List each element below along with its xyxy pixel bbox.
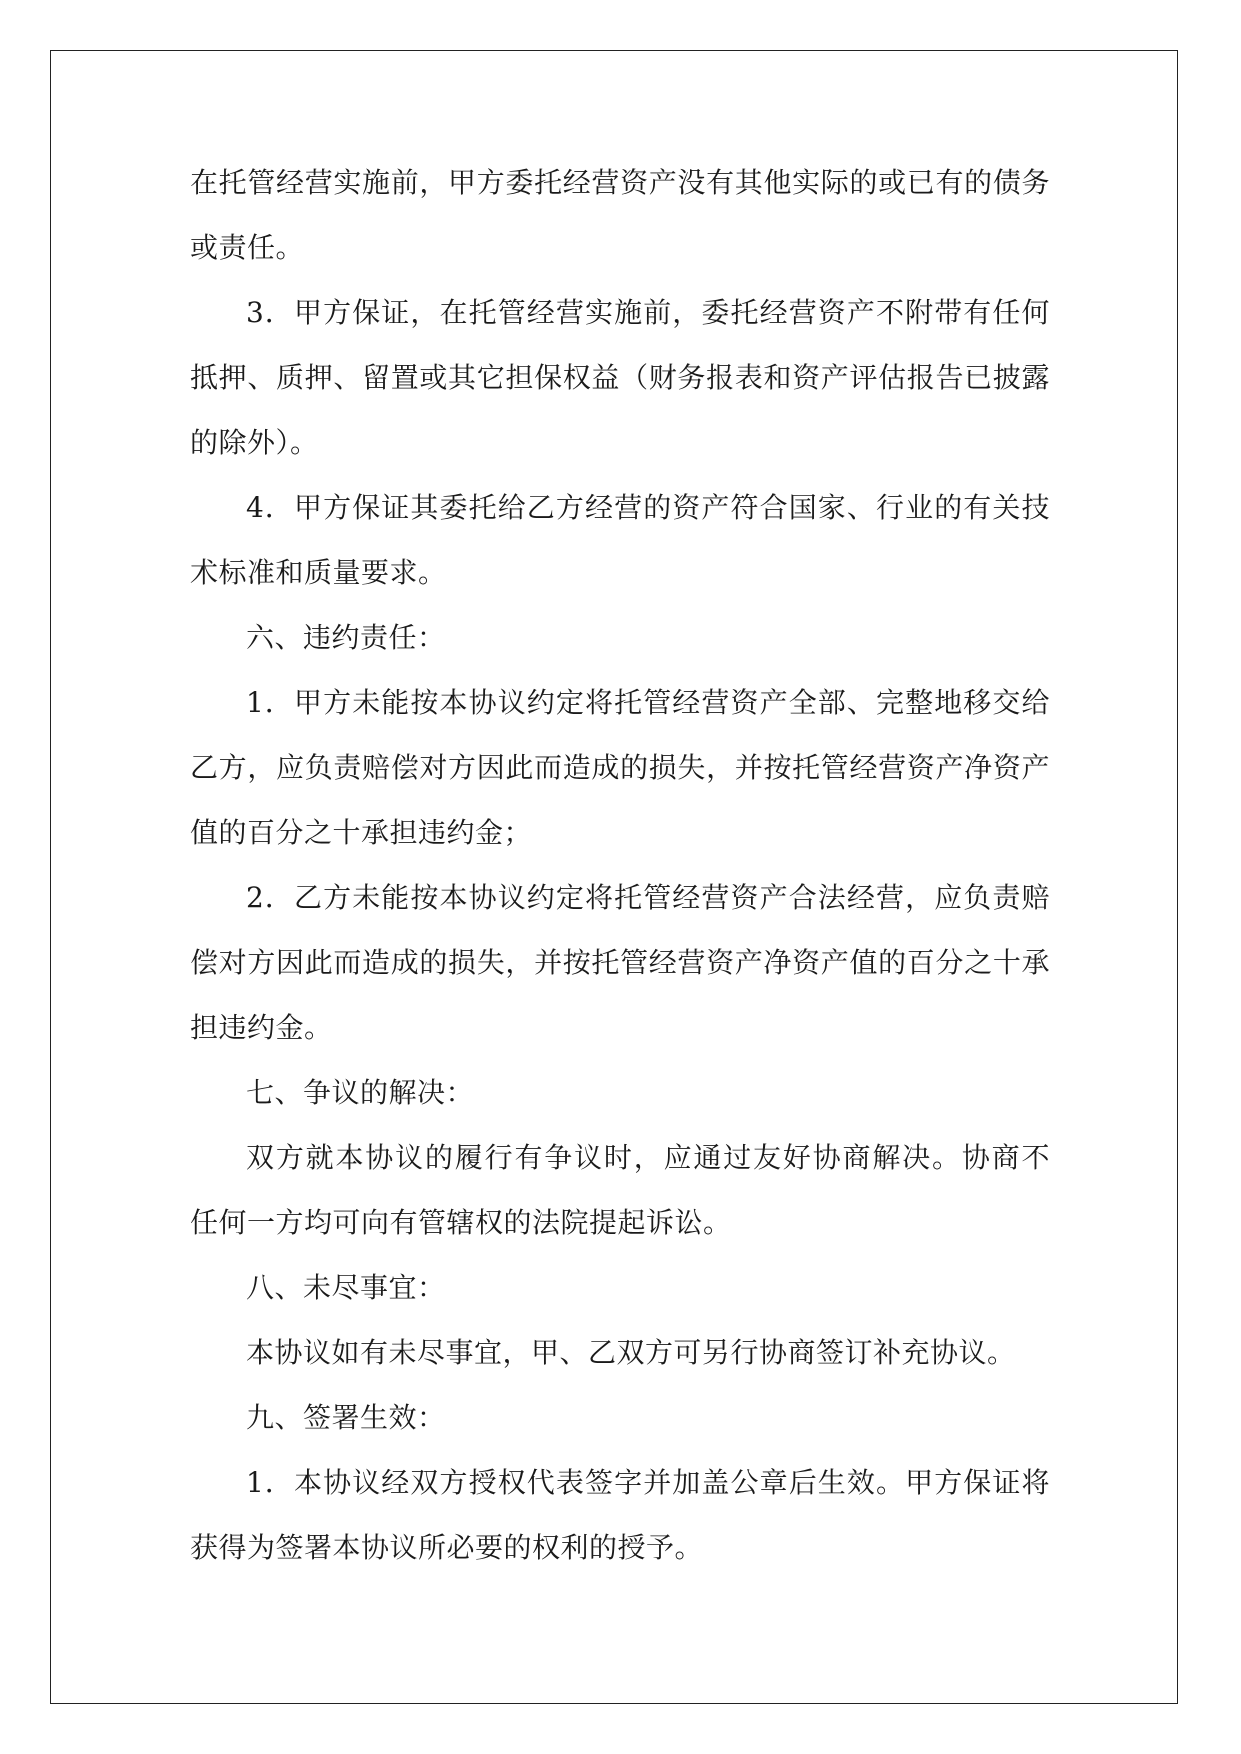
section-heading-outstanding: 八、未尽事宜： <box>246 1271 446 1304</box>
section-heading-dispute: 七、争议的解决： <box>246 1076 475 1109</box>
clause-4-line: 术标准和质量要求。 <box>190 556 447 589</box>
outstanding-clause-line: 本协议如有未尽事宜，甲、乙双方可另行协商签订补充协议。 <box>246 1336 1016 1369</box>
breach-clause-2-line: 2．乙方未能按本协议约定将托管经营资产合法经营，应负责赔 <box>246 881 1050 914</box>
breach-clause-1-line: 乙方，应负责赔偿对方因此而造成的损失，并按托管经营资产净资产 <box>190 751 1050 784</box>
breach-clause-1-line: 值的百分之十承担违约金； <box>190 816 533 849</box>
breach-clause-1-line: 1．甲方未能按本协议约定将托管经营资产全部、完整地移交给 <box>246 686 1050 719</box>
paragraph-line: 在托管经营实施前，甲方委托经营资产没有其他实际的或已有的债务 <box>190 166 1050 199</box>
document-body <box>190 150 1050 1580</box>
clause-4-line: 4．甲方保证其委托给乙方经营的资产符合国家、行业的有关技 <box>246 491 1050 524</box>
section-heading-effectiveness: 九、签署生效： <box>246 1401 446 1434</box>
paragraph-line: 或责任。 <box>190 231 305 264</box>
dispute-clause-line: 任何一方均可向有管辖权的法院提起诉讼。 <box>190 1206 732 1239</box>
dispute-clause-line: 双方就本协议的履行有争议时，应通过友好协商解决。协商不 <box>246 1141 1050 1174</box>
section-heading-breach: 六、违约责任： <box>246 621 446 654</box>
breach-clause-2-line: 偿对方因此而造成的损失，并按托管经营资产净资产值的百分之十承 <box>190 946 1050 979</box>
effectiveness-clause-1-line: 1．本协议经双方授权代表签字并加盖公章后生效。甲方保证将 <box>246 1466 1050 1499</box>
clause-3-line: 的除外）。 <box>190 426 319 459</box>
clause-3-line: 3．甲方保证，在托管经营实施前，委托经营资产不附带有任何 <box>246 296 1050 329</box>
effectiveness-clause-1-line: 获得为签署本协议所必要的权利的授予。 <box>190 1531 704 1564</box>
clause-3-line: 抵押、质押、留置或其它担保权益（财务报表和资产评估报告已披露 <box>190 361 1050 394</box>
breach-clause-2-line: 担违约金。 <box>190 1011 333 1044</box>
